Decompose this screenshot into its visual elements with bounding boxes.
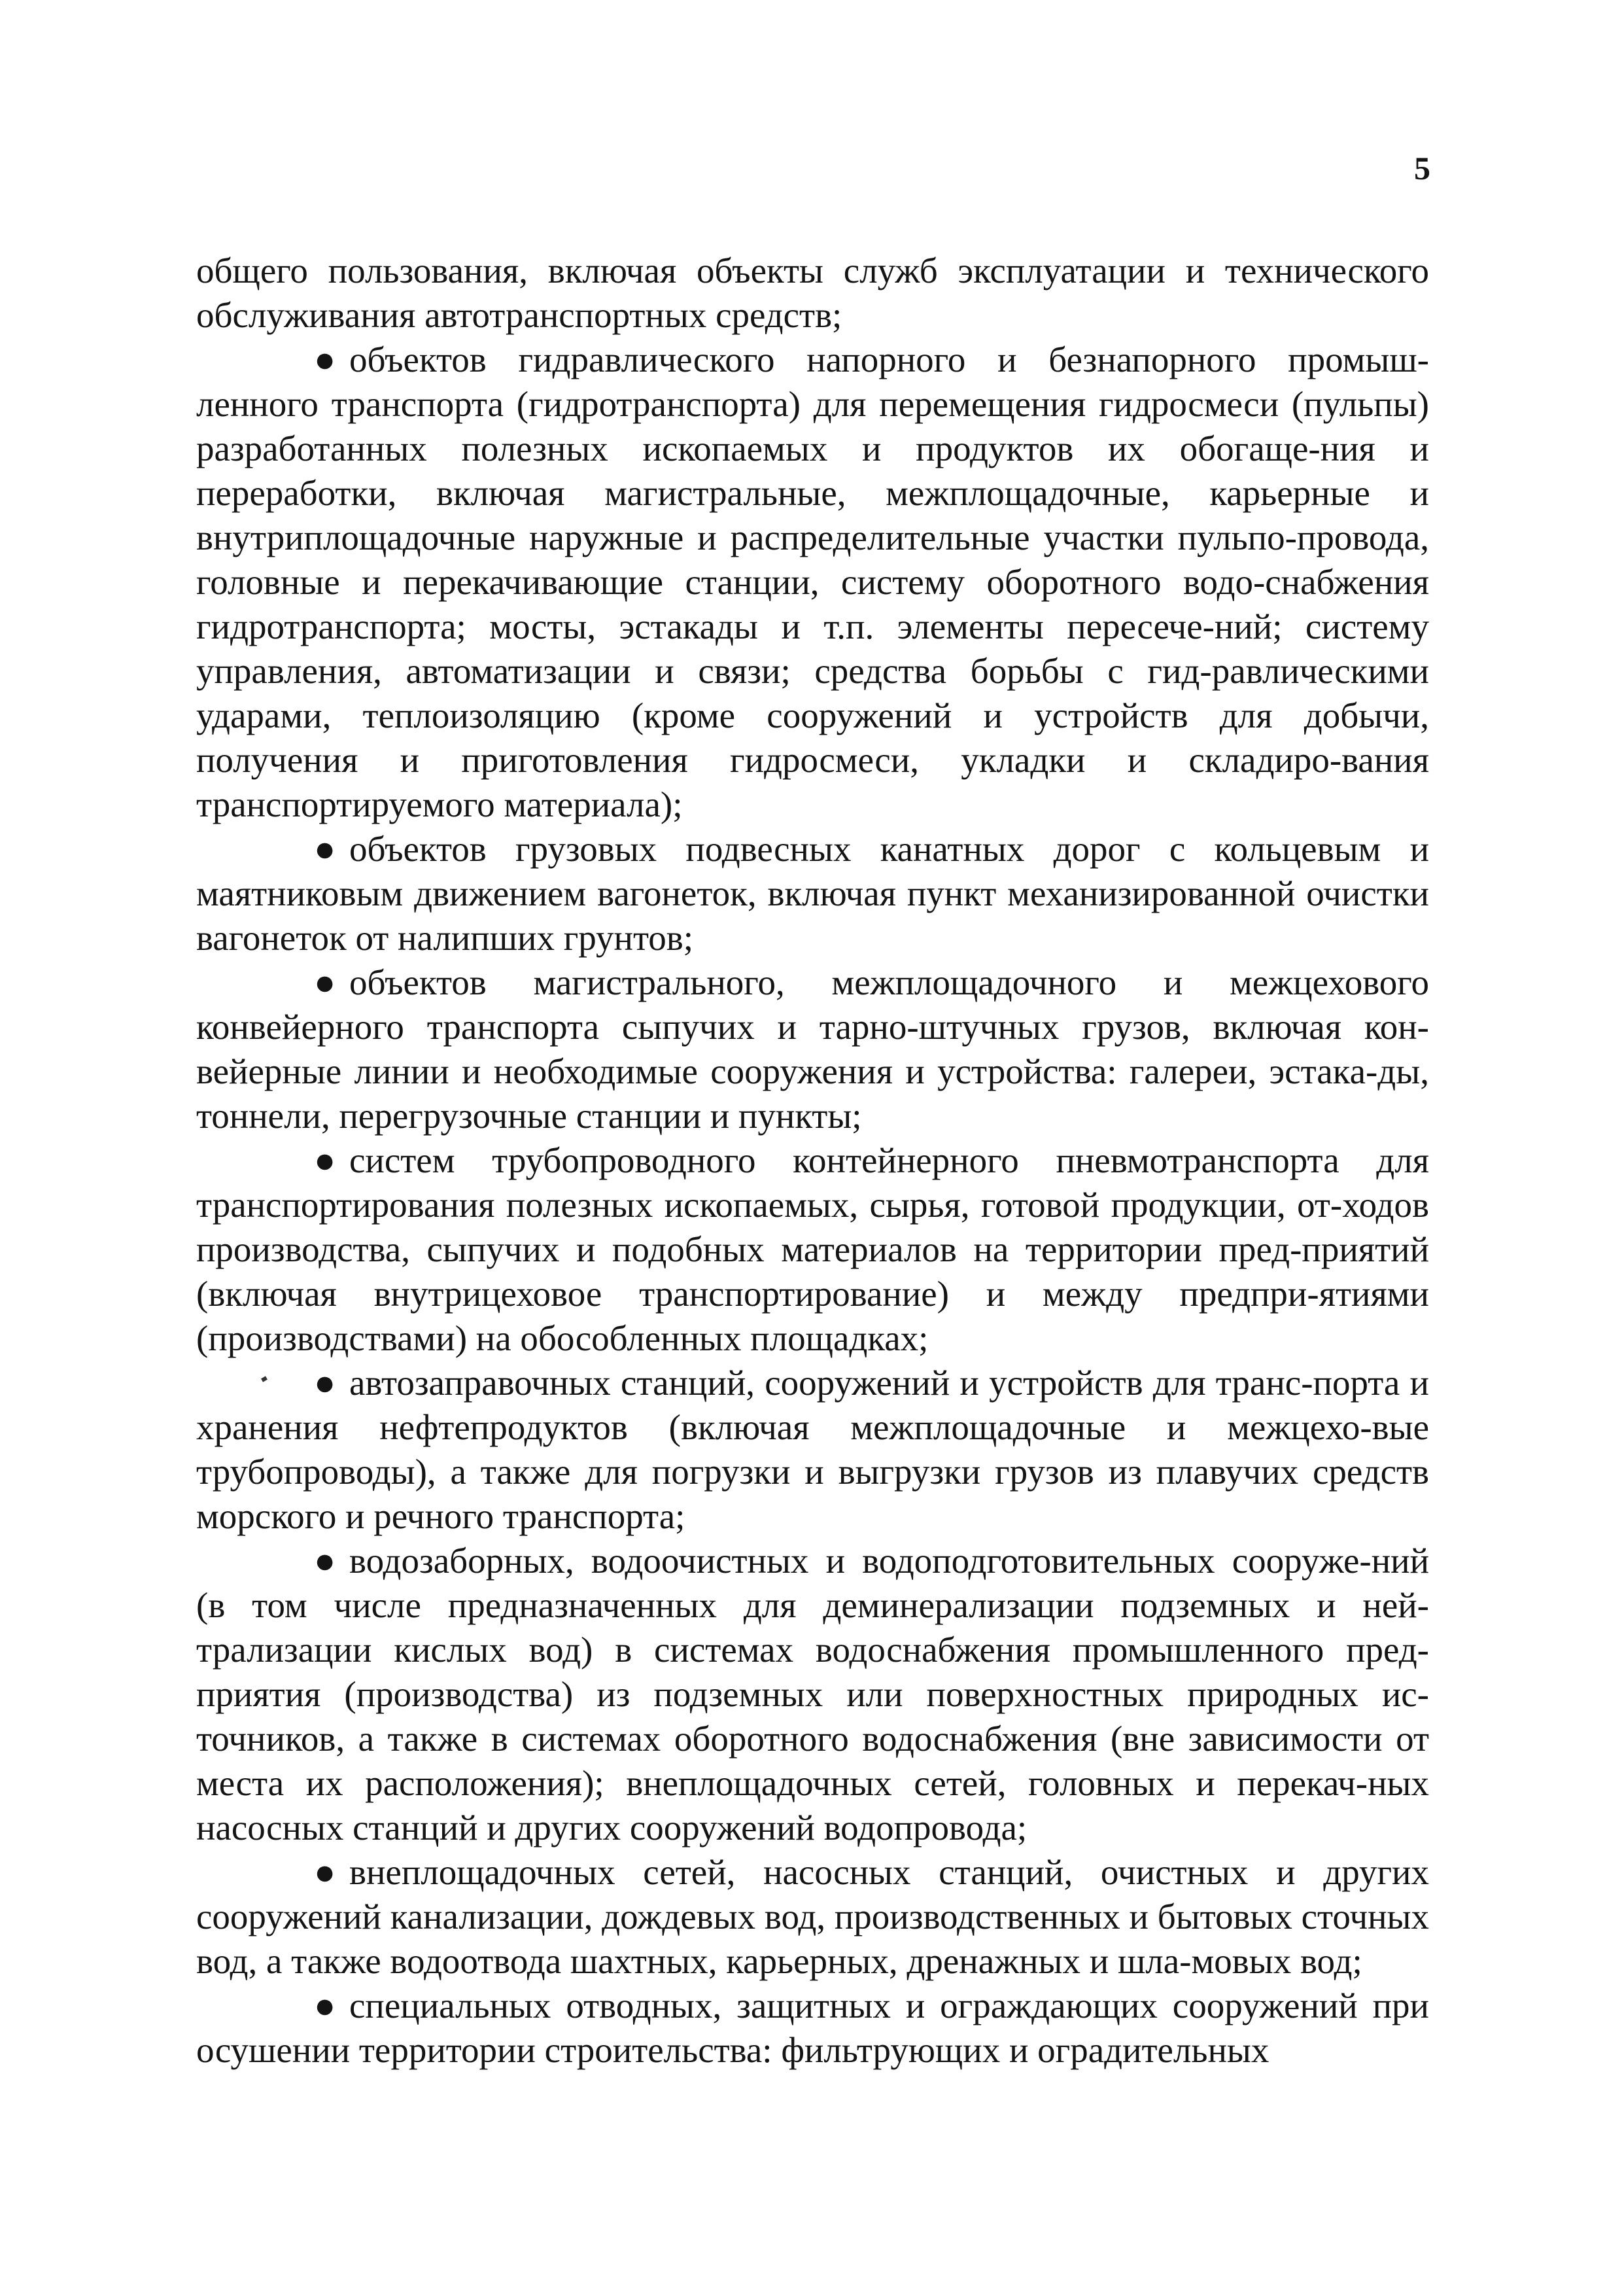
bullet-icon: ● (314, 1852, 336, 1892)
bullet-icon: ● (314, 1986, 336, 2025)
bullet-paragraph (196, 1361, 1429, 1539)
page-number: 5 (1414, 150, 1430, 186)
bullet-text: внеплощадочных сетей, насосных станций, очистных и других сооружений канализации, дождевых вод, производственных и бытовых сточных вод, а также водоотвода шахтных, карьерных, дренажных и шла-мовых вод; (196, 1852, 1429, 1981)
continued-paragraph: общего пользования, включая объекты служб эксплуатации и технического обслуживания автотранспортных средств; (196, 251, 1429, 335)
bullet-icon: ● (314, 829, 336, 869)
bullet-paragraph (196, 1850, 1429, 1984)
bullet-text: специальных отводных, защитных и ограждающих сооружений при осушении территории строительства: фильтрующих и оградительных (196, 1986, 1429, 2070)
bullet-text: систем трубопроводного контейнерного пневмотранспорта для транспортирования полезных ископаемых, сырья, готовой продукции, от-ходов производства, сыпучих и подобных материалов на территории пред-приятий (включая внутрицеховое транспортирование) и между предпри-ятиями (производствами) на обособленных площадках; (196, 1140, 1429, 1358)
bullet-text: автозаправочных станций, сооружений и устройств для транс-порта и хранения нефтепродуктов (включая межплощадочные и межцехо-вые трубопроводы), а также для погрузки и выгрузки грузов из плавучих средств морского и речного транспорта; (196, 1363, 1429, 1536)
bullet-icon: ● (314, 962, 336, 1002)
bullet-icon: ● (314, 340, 336, 379)
bullet-text: водозаборных, водоочистных и водоподготовительных сооруже-ний (в том числе предназначенных для деминерализации подземных и ней-трализации кислых вод) в системах водоснабжения промышленного пред-приятия (производства) из подземных или поверхностных природных ис-точников, а также в системах оборотного водоснабжения (вне зависимости от места их расположения); внеплощадочных сетей, головных и перекач-ных насосных станций и других сооружений водопровода; (196, 1541, 1429, 1848)
bullet-icon: ● (314, 1541, 336, 1581)
bullet-paragraph (196, 960, 1429, 1138)
bullet-text: объектов магистрального, межплощадочного и межцехового конвейерного транспорта сыпучих и тарно-штучных грузов, включая кон-вейерные линии и необходимые сооружения и устройства: галереи, эстака-ды, тоннели, перегрузочные станции и пункты; (196, 962, 1429, 1136)
bullet-text: объектов гидравлического напорного и безнапорного промыш-ленного транспорта (гидротранспорта) для перемещения гидросмеси (пульпы) разработанных полезных ископаемых и продуктов их обогаще-ния и переработки, включая магистральные, межплощадочные, карьерные и внутриплощадочные наружные и распределительные участки пульпо-провода, головные и перекачивающие станции, систему оборотного водо-снабжения гидротранспорта; мосты, эстакады и т.п. элементы пересече-ний; систему управления, автоматизации и связи; средства борьбы с гид-равлическими ударами, теплоизоляцию (кроме сооружений и устройств для добычи, получения и приготовления гидросмеси, укладки и складиро-вания транспортируемого материала); (196, 340, 1429, 824)
bullet-paragraph (196, 827, 1429, 960)
bullet-text: объектов грузовых подвесных канатных дорог с кольцевым и маятниковым движением вагонеток, включая пункт механизированной очистки вагонеток от налипших грунтов; (196, 829, 1429, 958)
bullet-paragraph (196, 338, 1429, 827)
bullet-icon: ● (314, 1140, 336, 1180)
bullet-paragraph (196, 1984, 1429, 2073)
bullet-paragraph (196, 1138, 1429, 1361)
bullet-paragraph (196, 1539, 1429, 1850)
bullet-icon: ● (314, 1363, 336, 1403)
page-text (196, 249, 1429, 2073)
